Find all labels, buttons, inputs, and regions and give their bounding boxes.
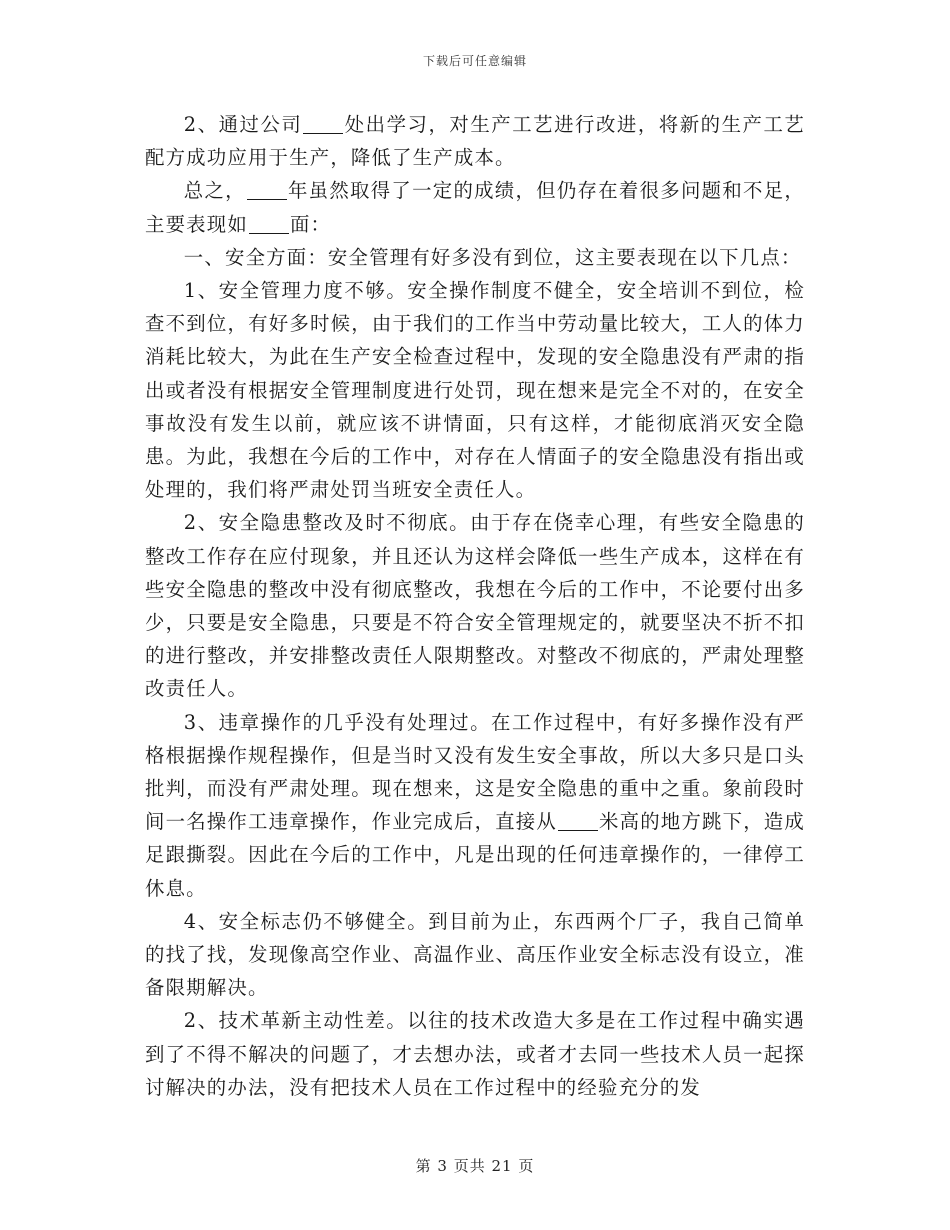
page-header-note: 下载后可任意编辑 (422, 54, 527, 68)
paragraph-6 (145, 706, 805, 905)
blank-underline (249, 211, 289, 233)
paragraph-2-text-c: 面： (289, 212, 332, 236)
paragraph-6-text-a: 3、违章操作的几乎没有处理过。在工作过程中，有好多操作没有严格根据操作规程操作，但是当时又没有发生安全事故，所以大多只是口头批判，而没有严肃处理。现在想来，这是安全隐患的重中之重。象前段时间一名操作工违章操作，作业完成后，直接从 (145, 710, 805, 834)
blank-underline (303, 112, 343, 134)
paragraph-5: 2、安全隐患整改及时不彻底。由于存在侥幸心理，有些安全隐患的整改工作存在应付现象，并且还认为这样会降低一些生产成本，这样在有些安全隐患的整改中没有彻底整改，我想在今后的工作中，不论要付出多少，只要是安全隐患，只要是不符合安全管理规定的，就要坚决不折不扣的进行整改，并安排整改责任人限期整改。对整改不彻底的，严肃处理整改责任人。 (145, 511, 805, 701)
paragraph-6-text-b: 米高的地方跳下，造成足跟撕裂。因此在今后的工作中，凡是出现的任何违章操作的，一律停工休息。 (145, 810, 805, 900)
paragraph-3: 一、安全方面：安全管理有好多没有到位，这主要表现在以下几点： (183, 245, 802, 269)
paragraph-8: 2、技术革新主动性差。以往的技术改造大多是在工作过程中确实遇到了不得不解决的问题了，才去想办法，或者才去同一些技术人员一起探讨解决的办法，没有把技术人员在工作过程中的经验充分的发 (145, 1009, 805, 1099)
blank-underline (558, 809, 598, 831)
paragraph-2-text-b: 年虽然取得了一定的成绩，但仍存在着很多问题和不足，主要表现如 (145, 179, 805, 236)
blank-underline (247, 178, 287, 200)
page-number: 第 3 页共 21 页 (415, 1157, 535, 1175)
paragraph-4: 1、安全管理力度不够。安全操作制度不健全，安全培训不到位，检查不到位，有好多时候，由于我们的工作当中劳动量比较大，工人的体力消耗比较大，为此在生产安全检查过程中，发现的安全隐患没有严肃的指出或者没有根据安全管理制度进行处罚，现在想来是完全不对的，在安全事故没有发生以前，就应该不讲情面，只有这样，才能彻底消灭安全隐患。为此，我想在今后的工作中，对存在人情面子的安全隐患没有指出或处理的，我们将严肃处罚当班安全责任人。 (145, 279, 805, 502)
paragraph-2-text-a: 总之， (183, 179, 246, 203)
paragraph-1-text-b: 处出学习，对生产工艺进行改进，将新的生产工艺配方成功应用于生产，降低了生产成本。 (145, 113, 805, 170)
paragraph-1-text-a: 2、通过公司 (183, 113, 303, 136)
document-body (145, 108, 805, 1104)
paragraph-7: 4、安全标志仍不够健全。到目前为止，东西两个厂子，我自己简单的找了找，发现像高空作业、高温作业、高压作业安全标志没有设立，准备限期解决。 (145, 909, 805, 1000)
paragraph-2 (145, 174, 805, 240)
paragraph-1 (145, 108, 805, 174)
